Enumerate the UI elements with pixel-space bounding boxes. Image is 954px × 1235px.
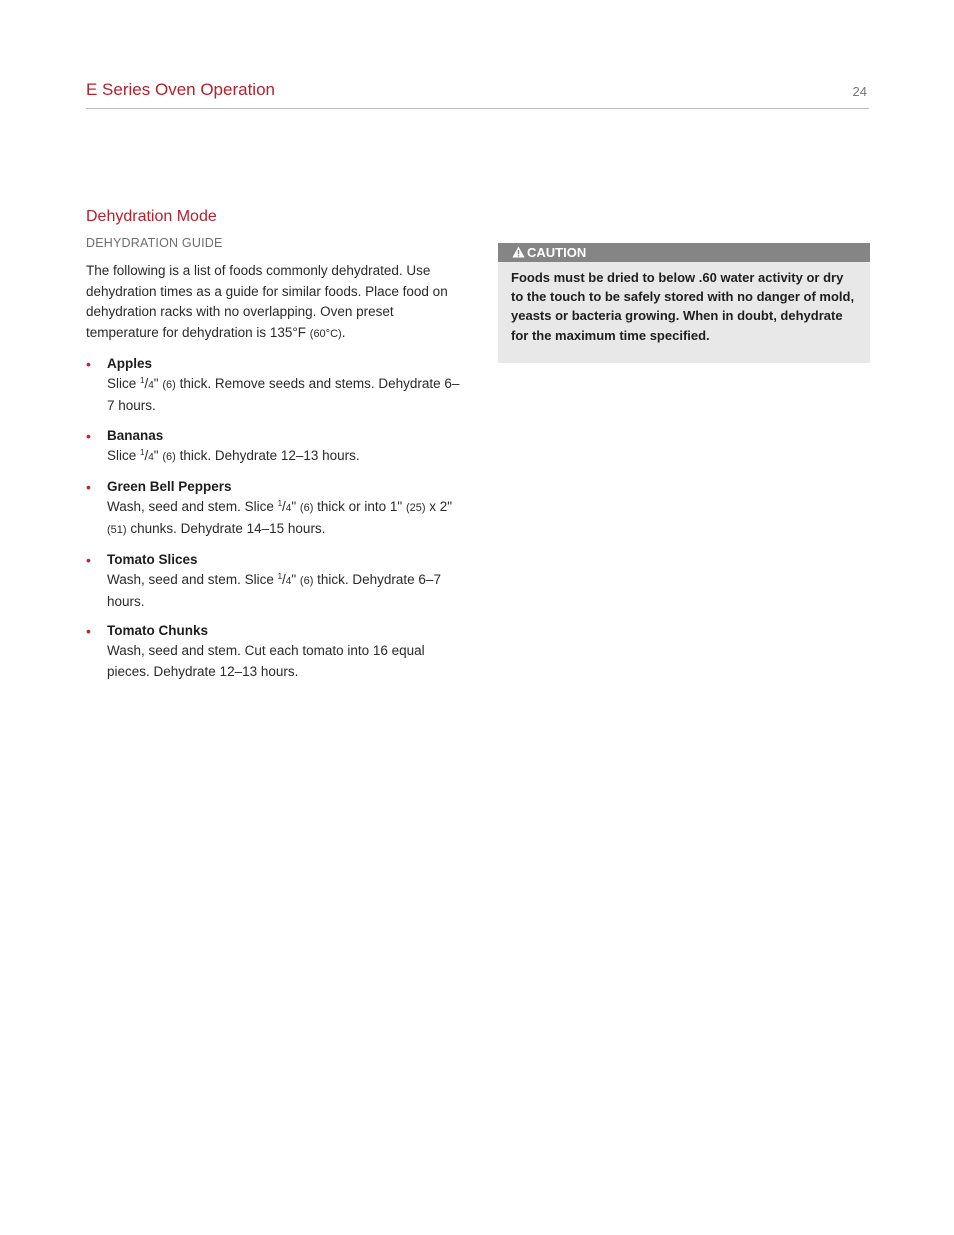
bullet-icon: • — [86, 479, 91, 496]
item-description: Slice $^1$/4" (6) thick. Remove seeds and stems. Dehydrate 6–7 hours. — [107, 376, 460, 414]
list-item — [86, 621, 466, 682]
item-description: Wash, seed and stem. Slice $^1$/4" (6) thick. Dehydrate 6–7 hours. — [107, 571, 441, 610]
item-name: Green Bell Peppers — [107, 479, 232, 495]
item-name: Bananas — [107, 427, 164, 443]
page-number: 24 — [852, 84, 867, 99]
list-item — [86, 354, 466, 417]
caution-header — [498, 243, 870, 262]
caution-box — [498, 243, 870, 363]
item-name: Apples — [107, 356, 153, 371]
bullet-icon: • — [86, 551, 91, 568]
item-description: Wash, seed and stem. Slice $^1$/4" (6) thick or into 1" (25) x 2" (51) chunks. Dehydrate 14–15 hours. — [107, 499, 453, 537]
caution-text: Foods must be dried to below .60 water activity or dry to the touch to be safely stored with no danger of mold, yeasts or bacteria growing. When in doubt, dehydrate for the maximum time specified. — [511, 270, 855, 343]
warning-triangle-icon — [512, 246, 525, 258]
bullet-icon: • — [86, 356, 91, 372]
section-title: Dehydration Mode — [86, 208, 217, 225]
caution-label: CAUTION — [527, 245, 587, 260]
list-item — [86, 550, 466, 613]
food-list — [86, 354, 466, 682]
section-subhead: DEHYDRATION GUIDE — [86, 236, 223, 250]
bullet-icon: • — [86, 623, 91, 640]
item-name: Tomato Chunks — [107, 623, 208, 639]
intro-paragraph: The following is a list of foods commonly dehydrated. Use dehydration times as a guide for similar foods. Place food on dehydration racks with no overlapping. Oven preset temperature for dehydration is 135°F (60°C). — [86, 263, 448, 340]
list-item — [86, 426, 466, 468]
list-item — [86, 477, 466, 541]
page-header-title: E Series Oven Operation — [86, 80, 275, 99]
item-name: Tomato Slices — [107, 551, 198, 567]
item-description: Slice $^1$/4" (6) thick. Dehydrate 12–13 hours. — [107, 447, 360, 463]
bullet-icon: • — [86, 427, 91, 444]
header-divider — [86, 108, 869, 109]
dehydration-section — [86, 208, 466, 691]
item-description: Wash, seed and stem. Cut each tomato into 16 equal pieces. Dehydrate 12–13 hours. — [107, 643, 425, 679]
